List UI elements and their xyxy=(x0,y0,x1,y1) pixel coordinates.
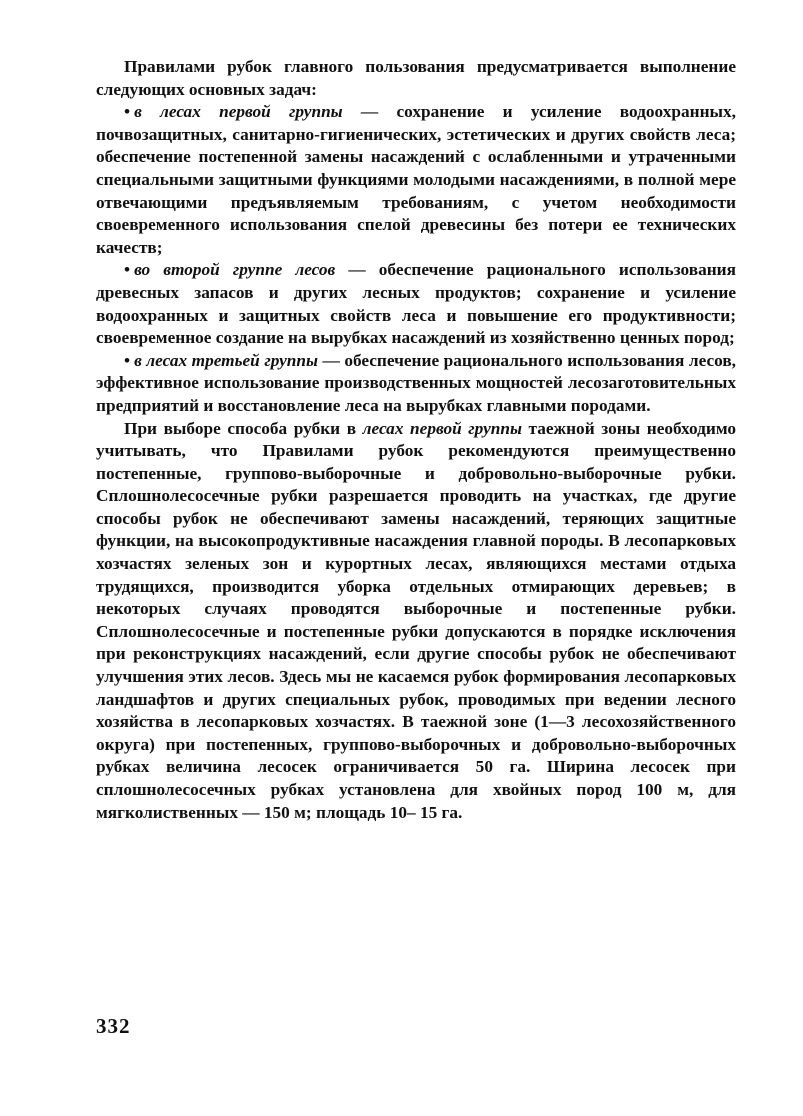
bullet-item-second-group xyxy=(96,259,736,349)
bullet-marker: • xyxy=(124,350,131,370)
paragraph-text-rest: таежной зоны необходимо учитывать, что Правилами рубок рекомендуются преимущественно постепенные, группово-выборочные и добровольно-выборочные рубки. Сплошнолесосечные рубки разрешается проводить на участках, где другие способы рубок не обеспечивают замены насаждений, теряющих защитные функции, на высокопродуктивные насаждения главной породы. В лесопарковых хозчастях зеленых зон и курортных лесах, являющихся местами отдыха трудящихся, производится уборка отдельных отмирающих деревьев; в некоторых случаях проводятся выборочные и постепенные рубки. Сплошнолесосечные и постепенные рубки допускаются в порядке исключения при реконструкциях насаждений, если другие способы рубок не обеспечивают улучшения этих лесов. Здесь мы не касаемся рубок формирования лесопарковых ландшафтов и других специальных рубок, проводимых при ведении лесного хозяйства в лесопарковых хозчастях. В таежной зоне (1—3 лесохозяйственного округа) при постепенных, группово-выборочных и добровольно-выборочных рубках величина лесосек ограничивается 50 га. Ширина лесосек при сплошнолесосечных рубках установлена для хвойных пород 100 м, для мягколиственных — 150 м; площадь 10– 15 га. xyxy=(96,418,737,822)
bullet-item-first-group xyxy=(96,101,736,259)
body-text xyxy=(96,56,736,824)
bullet-marker: • xyxy=(124,102,131,122)
bullet-lead: в лесах первой группы xyxy=(134,102,343,122)
bullet-item-third-group xyxy=(96,350,736,418)
bullet-lead: во второй группе лесов xyxy=(134,260,336,280)
bullet-lead: в лесах третьей группы xyxy=(134,350,318,370)
logging-method-paragraph xyxy=(96,418,736,825)
bullet-text: — обеспечение рационального использования древесных запасов и других лесных продуктов; сохранение и усиление водоохранных и защитных свойств леса и повышение его продуктивности; своевременное создание на вырубках насаждений из хозяйственно ценных пород; xyxy=(96,260,736,348)
bullet-text: — сохранение и усиление водоохранных, почвозащитных, санитарно-гигиенических, эстетических и других свойств леса; обеспечение постепенной замены насаждений с ослабленными и утраченными специальными защитными функциями молодыми насаждениями, в полной мере отвечающими предъявляемым требованиям, с учетом необходимости своевременного использования спелой древесины без потери ее технических качеств; xyxy=(96,102,736,257)
bullet-marker: • xyxy=(124,260,131,280)
page-number: 332 xyxy=(96,1014,131,1038)
paragraph-text-start: При выборе способа рубки в xyxy=(124,418,363,438)
intro-paragraph: Правилами рубок главного пользования предусматривается выполнение следующих основных задач: xyxy=(96,57,736,99)
bullet-text: — обеспечение рационального использования лесов, эффективное использование производственных мощностей лесозаготовительных предприятий и восстановление леса на вырубках главными породами. xyxy=(96,350,736,415)
paragraph-italic-term: лесах первой группы xyxy=(362,418,522,438)
